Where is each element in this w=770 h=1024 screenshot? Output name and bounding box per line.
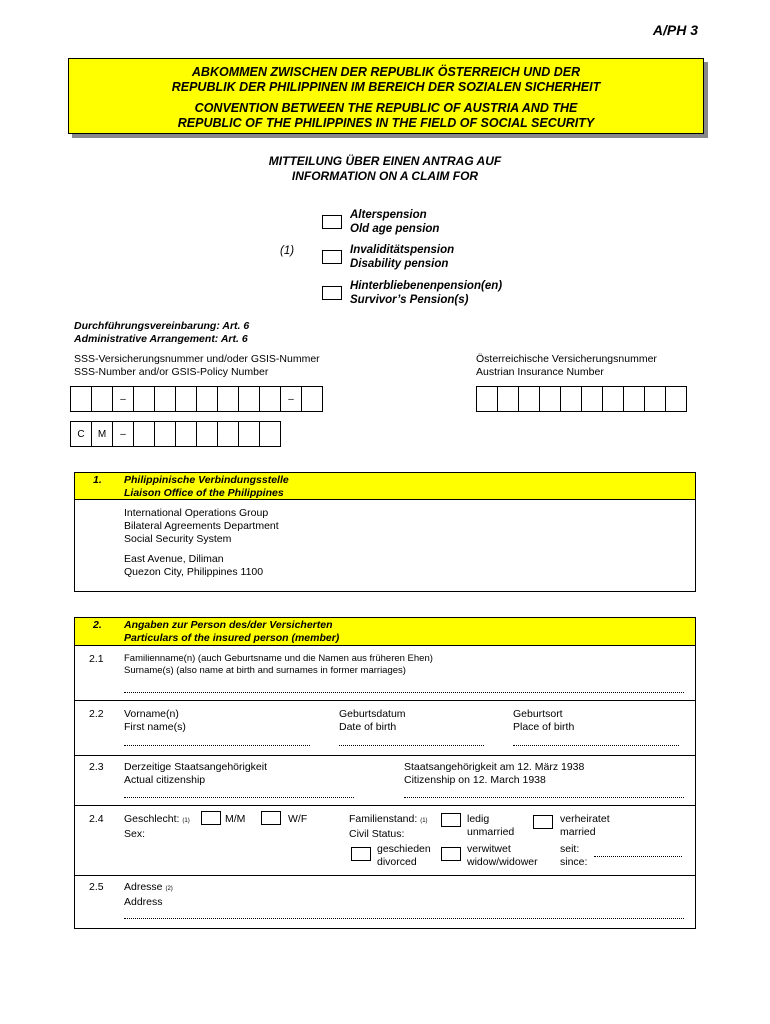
arrangement-en: Administrative Arrangement: Art. 6: [74, 333, 248, 345]
first-name-de: Vorname(n): [124, 708, 179, 720]
address-line: International Operations Group: [124, 507, 269, 519]
divorced-checkbox[interactable]: [351, 847, 371, 861]
title-de-line1: ABKOMMEN ZWISCHEN DER REPUBLIK ÖSTERREICH UND DER: [191, 65, 581, 79]
since-label: [560, 843, 587, 869]
citizenship-1938-en: Citizenship on 12. March 1938: [404, 774, 546, 786]
disability-pension-label: [350, 243, 454, 271]
since-field[interactable]: [594, 856, 682, 857]
married-en: married: [560, 826, 596, 838]
since-en: since:: [560, 856, 588, 868]
section-1-title-de: Philippinische Verbindungsstelle: [124, 474, 289, 486]
pension-marker: (1): [280, 245, 295, 257]
sss-label-de: SSS-Versicherungsnummer und/oder GSIS-Nummer: [74, 353, 320, 365]
section-1-header: [74, 472, 696, 500]
widowed-label: [467, 843, 538, 869]
address-field[interactable]: [124, 918, 684, 919]
row-number: 2.3: [89, 761, 104, 773]
citizenship-field[interactable]: [124, 797, 354, 798]
austrian-number-label: [476, 353, 657, 379]
date-of-birth-label: [339, 708, 406, 734]
section-2-header: [74, 617, 696, 646]
dash: –: [113, 387, 134, 411]
citizenship-de: Derzeitige Staatsangehörigkeit: [124, 761, 268, 773]
austrian-label-de: Österreichische Versicherungsnummer: [476, 353, 657, 365]
row-2-5: [74, 875, 696, 929]
section-2-number: 2.: [93, 619, 102, 631]
title-en-line2: REPUBLIC OF THE PHILIPPINES IN THE FIELD OF SOCIAL SECURITY: [177, 116, 595, 130]
divorced-de: geschieden: [377, 843, 431, 855]
austrian-number-grid[interactable]: [476, 386, 687, 412]
unmarried-label: [467, 813, 514, 839]
citizenship-en: Actual citizenship: [124, 774, 206, 786]
subtitle-line1: MITTEILUNG ÜBER EINEN ANTRAG AUF: [268, 154, 502, 168]
place-of-birth-label: [513, 708, 574, 734]
row-number: 2.2: [89, 708, 104, 720]
civil-de: Familienstand:: [349, 813, 418, 825]
survivor-pension-label: [350, 279, 502, 307]
address-de: Adresse: [124, 881, 163, 893]
administrative-arrangement: [74, 320, 249, 346]
section-1-title: [124, 474, 289, 500]
row-2-3: [74, 755, 696, 806]
section-1-title-en: Liaison Office of the Philippines: [124, 487, 284, 499]
unmarried-checkbox[interactable]: [441, 813, 461, 827]
date-of-birth-field[interactable]: [339, 745, 484, 746]
address-line: East Avenue, Diliman: [124, 553, 224, 565]
form-id: A/PH 3: [652, 22, 698, 38]
cm-m: M: [92, 422, 113, 446]
single-en: unmarried: [467, 826, 515, 838]
dash: –: [113, 422, 134, 446]
surname-label-de: Familienname(n) (auch Geburtsname und die Namen aus früheren Ehen): [124, 653, 433, 664]
pob-en: Place of birth: [513, 721, 575, 733]
row-number: 2.1: [89, 653, 104, 665]
row-2-1: [74, 645, 696, 701]
address-en: Address: [124, 896, 163, 908]
surname-label-en: Surname(s) (also name at birth and surnames in former marriages): [124, 665, 406, 676]
footnote-ref: (1): [182, 818, 190, 824]
subtitle: [0, 154, 770, 184]
male-label: M/M: [225, 813, 246, 825]
surname-field[interactable]: [124, 692, 684, 693]
civil-en: Civil Status:: [349, 828, 405, 840]
dob-de: Geburtsdatum: [339, 708, 406, 720]
civil-status-label: [349, 813, 428, 841]
section-2-title-en: Particulars of the insured person (member): [124, 632, 340, 644]
citizenship-1938-field[interactable]: [404, 797, 684, 798]
first-name-field[interactable]: [124, 745, 310, 746]
divorced-label: [377, 843, 431, 869]
female-checkbox[interactable]: [261, 811, 281, 825]
pension-label-en: Disability pension: [350, 258, 449, 270]
citizenship-1938-de: Staatsangehörigkeit am 12. März 1938: [404, 761, 585, 773]
gsis-number-grid[interactable]: [70, 421, 281, 447]
footnote-ref: (1): [420, 818, 428, 824]
first-name-en: First name(s): [124, 721, 186, 733]
row-2-4: [74, 805, 696, 876]
pension-label-de: Hinterbliebenenpension(en): [350, 280, 503, 292]
sss-label-en: SSS-Number and/or GSIS-Policy Number: [74, 366, 269, 378]
cm-c: C: [71, 422, 92, 446]
divorced-en: divorced: [377, 856, 417, 868]
title-box: [68, 58, 704, 134]
subtitle-line2: INFORMATION ON A CLAIM FOR: [291, 169, 479, 183]
address-line: Quezon City, Philippines 1100: [124, 566, 264, 578]
widowed-checkbox[interactable]: [441, 847, 461, 861]
address-line: Social Security System: [124, 533, 232, 545]
address-line: Bilateral Agreements Department: [124, 520, 279, 532]
arrangement-de: Durchführungsvereinbarung: Art. 6: [74, 320, 250, 332]
widowed-de: verwitwet: [467, 843, 511, 855]
pension-label-en: Old age pension: [350, 223, 440, 235]
married-label: [560, 813, 610, 839]
old-age-pension-label: [350, 208, 439, 236]
section-2-title-de: Angaben zur Person des/der Versicherten: [124, 619, 333, 631]
sex-label: [124, 813, 190, 841]
citizenship-1938-label: [404, 761, 584, 787]
row-number: 2.5: [89, 881, 104, 893]
section-2-title: [124, 619, 339, 645]
old-age-pension-checkbox[interactable]: [322, 215, 342, 229]
address-label: [124, 881, 173, 909]
disability-pension-checkbox[interactable]: [322, 250, 342, 264]
surname-label: [124, 653, 433, 677]
male-checkbox[interactable]: [201, 811, 221, 825]
widowed-en: widow/widower: [467, 856, 538, 868]
pob-de: Geburtsort: [513, 708, 563, 720]
married-checkbox[interactable]: [533, 815, 553, 829]
pension-label-en: Survivor’s Pension(s): [350, 294, 469, 306]
title-en-line1: CONVENTION BETWEEN THE REPUBLIC OF AUSTRIA AND THE: [194, 101, 578, 115]
citizenship-label: [124, 761, 267, 787]
title-de-line2: REPUBLIK DER PHILIPPINEN IM BEREICH DER SOZIALEN SICHERHEIT: [171, 80, 601, 94]
footnote-ref: (2): [165, 886, 173, 892]
pension-label-de: Invaliditätspension: [350, 244, 455, 256]
married-de: verheiratet: [560, 813, 610, 825]
since-de: seit:: [560, 843, 580, 855]
austrian-label-en: Austrian Insurance Number: [476, 366, 604, 378]
place-of-birth-field[interactable]: [513, 745, 679, 746]
single-de: ledig: [467, 813, 490, 825]
row-number: 2.4: [89, 813, 104, 825]
sex-de: Geschlecht:: [124, 813, 180, 825]
sex-en: Sex:: [124, 828, 146, 840]
row-2-2: [74, 700, 696, 756]
dash: –: [281, 387, 302, 411]
sss-number-label: [74, 353, 320, 379]
liaison-address: [124, 507, 279, 579]
pension-label-de: Alterspension: [350, 209, 427, 221]
dob-en: Date of birth: [339, 721, 397, 733]
section-1-number: 1.: [93, 474, 102, 486]
section-1-body: [74, 499, 696, 592]
survivor-pension-checkbox[interactable]: [322, 286, 342, 300]
sss-number-grid[interactable]: [70, 386, 323, 412]
first-name-label: [124, 708, 186, 734]
female-label: W/F: [288, 813, 308, 825]
